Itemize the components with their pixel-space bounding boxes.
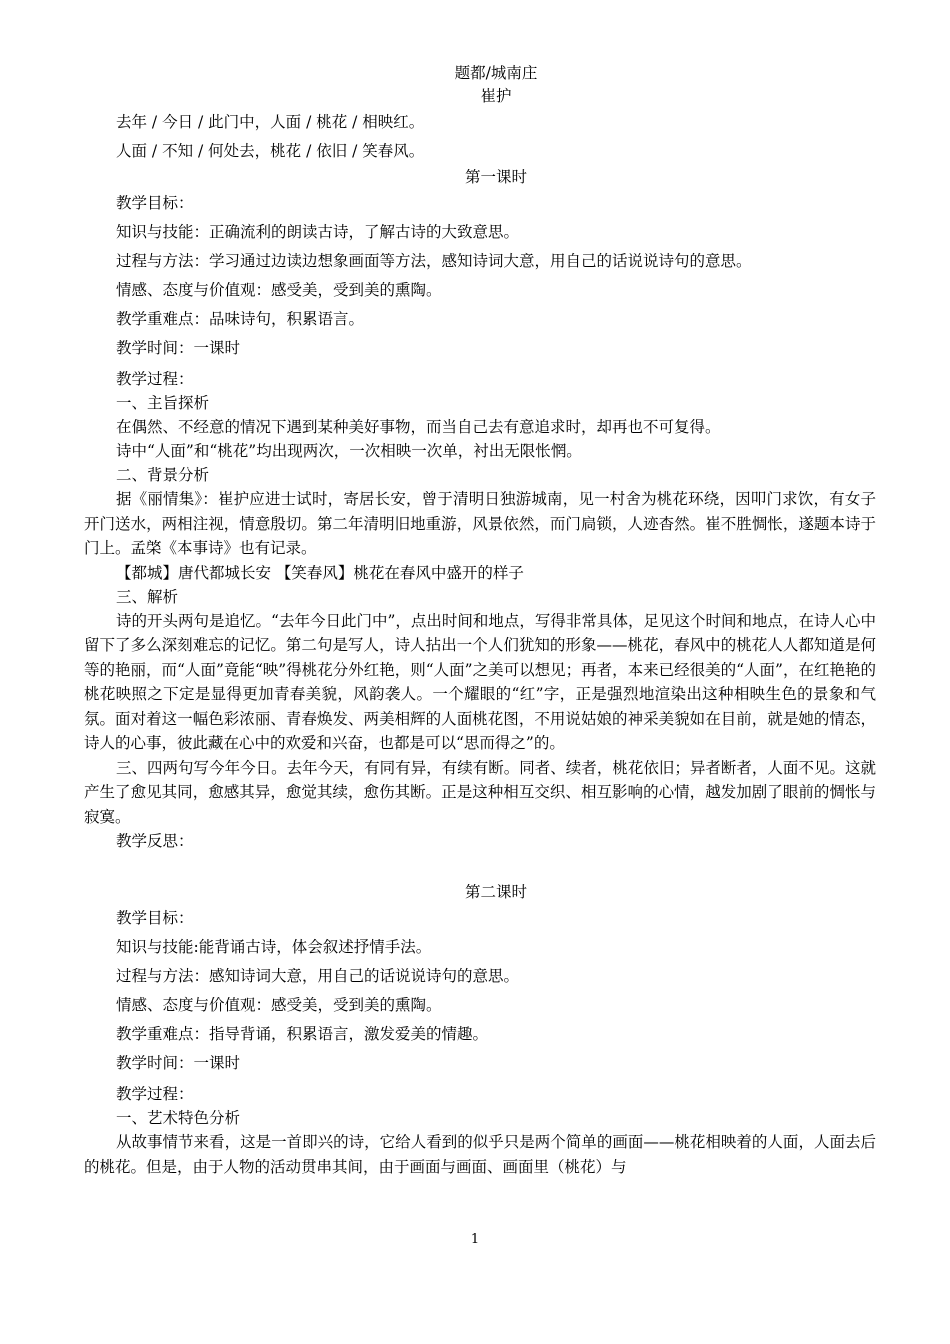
lesson1-section1-p1: 在偶然、不经意的情况下遇到某种美好事物，而当自己去有意追求时，却再也不可复得。 [116,418,721,436]
lesson1-reflection-label: 教学反思： [116,832,194,850]
lesson1-section3-title: 三、解析 [116,587,179,606]
lesson2-goal-emotion: 情感、态度与价值观：感受美，受到美的熏陶。 [116,996,442,1014]
lesson1-section3-paragraph-2: 三、四两句写今年今日。去年今天，有同有异，有续有断。同者、续者，桃花依旧；异者断者，人面不见。这就产生了愈见其同，愈感其异，愈觉其续，愈伤其断。正是这种相互交织、相互影响的心情，越发加剧了眼前的惆怅与寂寞。 [84,758,876,826]
lesson2-goal-process: 过程与方法：感知诗词大意，用自己的话说说诗句的意思。 [116,967,520,985]
lesson1-section1-p2: 诗中“人面”和“桃花”均出现两次，一次相映一次单，衬出无限怅惘。 [116,442,582,460]
poem-line-2: 人面 / 不知 / 何处去，桃花 / 依旧 / 笑春风。 [116,142,425,160]
lesson2-time: 教学时间：一课时 [116,1054,241,1072]
lesson1-goal-knowledge: 知识与技能：正确流利的朗读古诗，了解古诗的大致意思。 [116,223,520,241]
lesson1-section3-paragraph-1: 诗的开头两句是追忆。“去年今日此门中”，点出时间和地点，写得非常具体，足见这个时间和地点，在诗人心中留下了多么深刻难忘的记忆。第二句是写人，诗人拈出一个人们犹知的形象——桃花，春风中的桃花人人都知道是何等的艳丽，而“人面”竟能“映”得桃花分外红艳，则“人面”之美可以想见；再者，本来已经很美的“人面”，在红艳艳的桃花映照之下定是显得更加青春美貌，风韵袭人。一个耀眼的“红”字，正是强烈地渲染出这种相映生色的景象和气氛。面对着这一幅色彩浓丽、青春焕发、两美相辉的人面桃花图，不用说姑娘的神采美貌如在目前，就是她的情态，诗人的心事，彼此藏在心中的欢爱和兴奋，也都是可以“思而得之”的。 [84,611,876,752]
lesson2-section1-title: 一、艺术特色分析 [116,1109,241,1127]
page-number: 1 [470,1232,480,1247]
poem-title: 题都/城南庄 [454,64,538,82]
lesson2-heading: 第二课时 [464,883,527,901]
lesson2-section1-paragraph: 从故事情节来看，这是一首即兴的诗，它给人看到的似乎只是两个简单的画面——桃花相映着的人面，人面去后的桃花。但是，由于人物的活动贯串其间，由于画面与画面、画面里（桃花）与 [84,1133,876,1176]
poem-author: 崔护 [480,87,512,105]
lesson1-key-points: 教学重难点：品味诗句，积累语言。 [116,310,365,328]
lesson1-goal-process: 过程与方法：学习通过边读边想象画面等方法，感知诗词大意，用自己的话说说诗句的意思。 [116,252,752,270]
section-gap [116,853,876,881]
lesson1-section1-title: 一、主旨探析 [116,394,210,412]
lesson2-key-points: 教学重难点：指导背诵，积累语言，激发爱美的情趣。 [116,1025,489,1043]
lesson1-goals-label: 教学目标： [116,194,194,212]
lesson1-section2-paragraph: 据《丽情集》：崔护应进士试时，寄居长安，曾于清明日独游城南，见一村舍为桃花环绕，因叩门求饮，有女子开门送水，两相注视，情意殷切。第二年清明旧地重游，风景依然，而门扃锁，人迹杳然。崔不胜惆怅，遂题本诗于门上。孟棨《本事诗》也有记录。 [84,490,876,557]
lesson1-goal-emotion: 情感、态度与价值观：感受美，受到美的熏陶。 [116,281,442,299]
lesson2-goal-knowledge: 知识与技能:能背诵古诗，体会叙述抒情手法。 [116,938,432,956]
lesson1-time: 教学时间：一课时 [116,339,241,357]
lesson2-goals-label: 教学目标： [116,909,194,927]
lesson1-process-label: 教学过程： [116,370,194,388]
lesson2-process-label: 教学过程： [116,1085,194,1103]
lesson1-section2-title: 二、背景分析 [116,466,210,484]
poem-line-1: 去年 / 今日 / 此门中，人面 / 桃花 / 相映红。 [116,113,425,131]
document-body [84,62,876,1179]
lesson1-heading: 第一课时 [464,168,527,186]
lesson1-section2-notes: 【都城】唐代都城长安 【笑春风】桃花在春风中盛开的样子 [116,563,524,582]
